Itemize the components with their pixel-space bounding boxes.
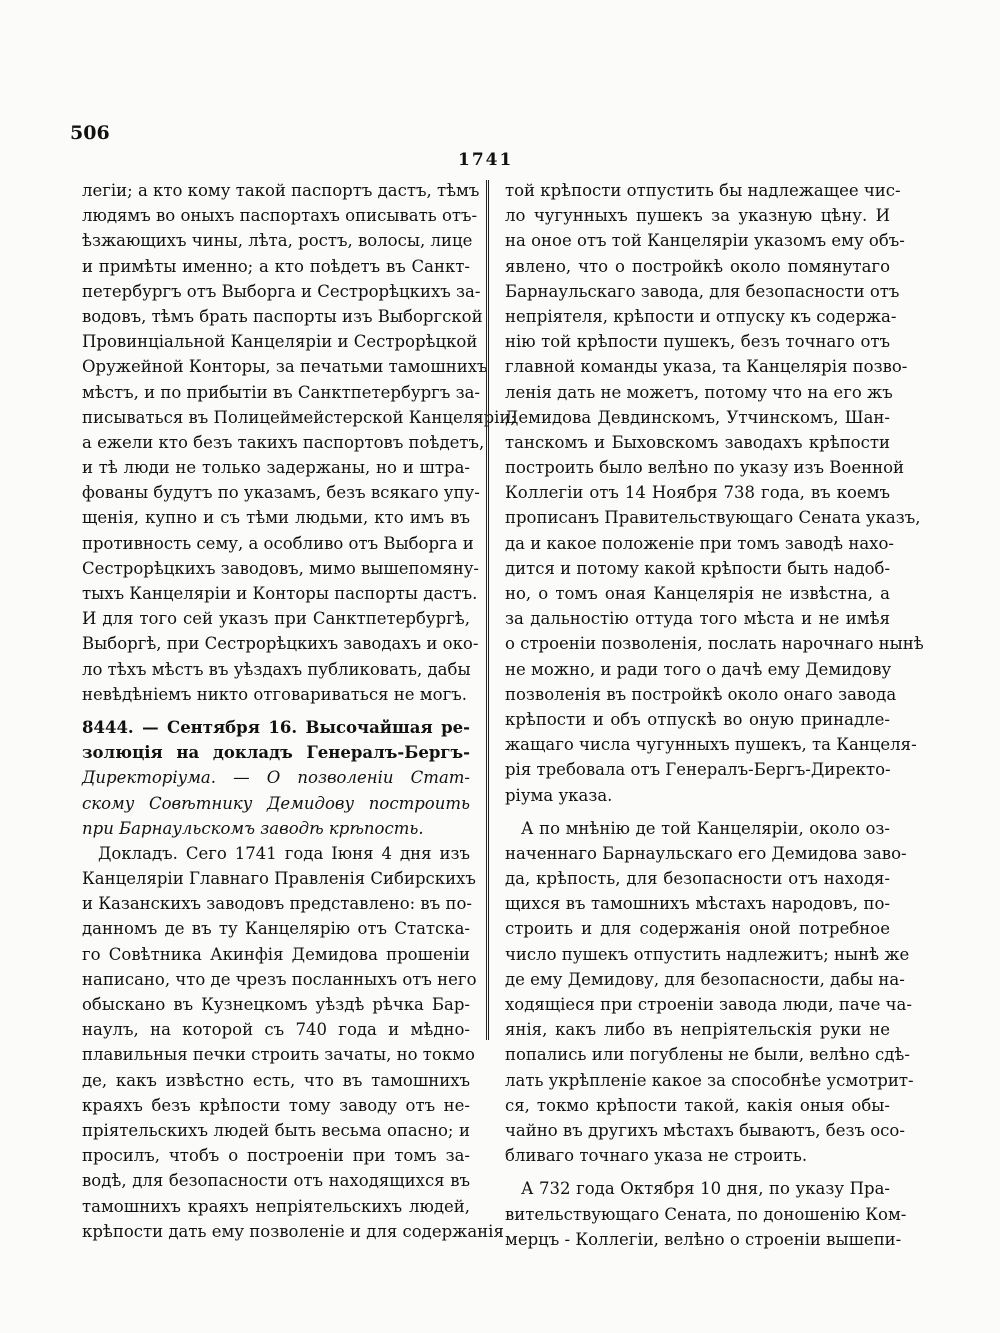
text-line: Выборгѣ, при Сестрорѣцкихъ заводахъ и око- — [82, 634, 479, 654]
right-column — [505, 178, 924, 1252]
paragraph-gap — [82, 707, 470, 715]
text-line: водовъ, тѣмъ брать паспорты изъ Выборгской — [82, 306, 483, 326]
text-line: за дальностію оттуда того мѣста и не имѣя — [505, 609, 890, 629]
text-line: ся, токмо крѣпости такой, какія оныя обы- — [505, 1095, 890, 1115]
text-line: число пушекъ отпустить надлежитъ; нынѣ же — [505, 944, 910, 964]
text-line: скому Совѣтнику Демидову построить — [82, 793, 470, 813]
text-line: и примѣты именно; а кто поѣдетъ въ Санкт- — [82, 256, 470, 276]
text-line: попались или погублены не были, велѣно сдѣ- — [505, 1045, 910, 1065]
text-line: обыскано въ Кузнецкомъ уѣздѣ рѣчка Бар- — [82, 995, 470, 1014]
text-line: вительствующаго Сената, по доношенію Ком- — [505, 1204, 907, 1224]
text-line: и тѣ люди не только задержаны, но и штра- — [82, 458, 470, 478]
text-line: не можно, и ради того о дачѣ ему Демидову — [505, 659, 892, 679]
text-line: А по мнѣнію де той Канцеляріи, около оз- — [521, 818, 890, 838]
text-line: Оружейной Конторы, за печатьми тамошнихъ — [82, 357, 488, 377]
year-header: 1741 — [458, 150, 514, 170]
text-line: пріятельскихъ людей быть весьма опасно; и — [82, 1120, 470, 1140]
text-line: А 732 года Октября 10 дня, по указу Пра- — [521, 1179, 890, 1199]
text-line: Сестрорѣцкихъ заводовъ, мимо вышепомяну- — [82, 558, 479, 578]
text-line: и Казанскихъ заводовъ представлено: въ по- — [82, 894, 472, 914]
text-line: тыхъ Канцеляріи и Конторы паспорты дастъ. — [82, 584, 478, 603]
page-number: 506 — [70, 122, 110, 144]
text-line: ѣзжающихъ чины, лѣта, ростъ, волосы, лице — [82, 231, 473, 251]
text-line: нію той крѣпости пушекъ, безъ точнаго отъ — [505, 332, 890, 352]
text-line: Барнаульскаго завода, для безопасности отъ — [505, 281, 900, 301]
text-line: ло чугунныхъ пушекъ за указную цѣну. И — [505, 206, 890, 226]
text-line: И для того сей указъ при Санктпетербургѣ, — [82, 609, 470, 629]
text-line: прописанъ Правительствующаго Сената указъ, — [505, 508, 921, 528]
left-column — [82, 178, 516, 1244]
text-line: людямъ во оныхъ паспортахъ описывать отъ- — [82, 206, 478, 226]
paragraph-gap — [505, 808, 890, 816]
text-line: го Совѣтника Акинфія Демидова прошеніи — [82, 944, 470, 964]
text-line: крѣпости дать ему позволеніе и для содержанія — [82, 1221, 504, 1241]
text-line: плавильныя печки строить зачаты, но токмо — [82, 1045, 475, 1065]
text-line: просилъ, чтобъ о построеніи при томъ за- — [82, 1146, 470, 1166]
text-line: танскомъ и Быховскомъ заводахъ крѣпости — [505, 432, 890, 452]
text-line: де ему Демидову, для безопасности, дабы на- — [505, 969, 905, 989]
text-line: писываться въ Полицеймейстерской Канцеляріи; — [82, 407, 516, 427]
text-line: на оное отъ той Канцеляріи указомъ ему объ- — [505, 231, 905, 251]
text-line: ло тѣхъ мѣстъ въ уѣздахъ публиковать, дабы — [82, 659, 471, 679]
text-line: Провинціальной Канцеляріи и Сестрорѣцкой — [82, 332, 478, 352]
text-line: щихся въ тамошнихъ мѣстахъ народовъ, по- — [505, 894, 890, 914]
text-line: наулъ, на которой съ 740 года и мѣдно- — [82, 1020, 470, 1040]
text-line: но, о томъ оная Канцелярія не извѣстна, а — [505, 584, 890, 603]
text-line: мѣстъ, и по прибытіи въ Санктпетербургъ за- — [82, 382, 480, 402]
text-line: тамошнихъ краяхъ непріятельскихъ людей, — [82, 1196, 470, 1216]
text-line: противность сему, а особливо отъ Выборга и — [82, 533, 474, 553]
text-line: чайно въ другихъ мѣстахъ бываютъ, безъ осо- — [505, 1120, 905, 1140]
text-line: а ежели кто безъ такихъ паспортовъ поѣдетъ, — [82, 432, 485, 452]
text-line: мерцъ - Коллегіи, велѣно о строеніи вышепи- — [505, 1229, 902, 1249]
text-line: да, крѣпость, для безопасности отъ находя- — [505, 869, 890, 889]
text-line: 8444. — Сентября 16. Высочайшая ре- — [82, 717, 470, 737]
text-line: Демидова Девдинскомъ, Утчинскомъ, Шан- — [505, 407, 890, 427]
text-line: да и какое положеніе при томъ заводѣ нахо- — [505, 533, 894, 553]
text-line: Директоріума. — О позволеніи Стат- — [82, 768, 470, 788]
text-line: янія, какъ либо въ непріятельскія руки не — [505, 1020, 890, 1040]
text-line: золюція на докладъ Генералъ-Бергъ- — [82, 743, 470, 763]
text-line: явлено, что о постройкѣ около помянутаго — [505, 256, 890, 276]
text-line: Коллегіи отъ 14 Ноября 738 года, въ коемъ — [505, 483, 890, 503]
text-line: жащаго числа чугунныхъ пушекъ, та Канцеля- — [505, 735, 917, 755]
text-line: петербургъ отъ Выборга и Сестрорѣцкихъ за- — [82, 281, 481, 301]
text-line: рія требовала отъ Генералъ-Бергъ-Директо- — [505, 760, 891, 780]
text-line: ріума указа. — [505, 785, 613, 805]
text-line: о строеніи позволенія, послать нарочнаго нынѣ — [505, 634, 924, 654]
text-line: позволенія въ постройкѣ около онаго завода — [505, 684, 897, 704]
text-line: данномъ де въ ту Канцелярію отъ Статска- — [82, 919, 470, 939]
text-line: де, какъ извѣстно есть, что въ тамошнихъ — [82, 1070, 470, 1090]
text-line: фованы будутъ по указамъ, безъ всякаго упу- — [82, 483, 480, 503]
text-line: наченнаго Барнаульскаго его Демидова заво- — [505, 843, 907, 863]
text-line: щенія, купно и съ тѣми людьми, кто имъ въ — [82, 508, 470, 528]
column-divider — [486, 180, 489, 1040]
text-line: строить и для содержанія оной потребное — [505, 919, 890, 939]
text-line: краяхъ безъ крѣпости тому заводу отъ не- — [82, 1095, 470, 1115]
text-line: легіи; а кто кому такой паспортъ дастъ, тѣмъ — [82, 181, 480, 200]
text-line: построить было велѣно по указу изъ Военной — [505, 458, 905, 478]
text-line: дится и потому какой крѣпости быть надоб- — [505, 558, 891, 578]
text-line: бливаго точнаго указа не строить. — [505, 1146, 808, 1166]
text-line: главной команды указа, та Канцелярія позво- — [505, 357, 908, 377]
text-line: написано, что де чрезъ посланныхъ отъ него — [82, 969, 477, 989]
text-line: непріятеля, крѣпости и отпуску къ содержа- — [505, 306, 897, 326]
text-line: Канцеляріи Главнаго Правленія Сибирскихъ — [82, 869, 476, 889]
paragraph-gap — [505, 1168, 890, 1176]
text-line: лать укрѣпленіе какое за способнѣе усмотрит- — [505, 1070, 914, 1090]
text-line: ходящіеся при строеніи завода люди, паче ча- — [505, 995, 912, 1014]
text-line: при Барнаульскомъ заводѣ крѣпость. — [82, 818, 424, 838]
text-line: Докладъ. Сего 1741 года Іюня 4 дня изъ — [98, 843, 470, 863]
text-line: ленія дать не можетъ, потому что на его жъ — [505, 382, 893, 402]
text-line: невѣдѣніемъ никто отговариваться не могъ. — [82, 684, 467, 704]
text-line: крѣпости и объ отпускѣ во оную принадле- — [505, 709, 890, 729]
text-line: водѣ, для безопасности отъ находящихся въ — [82, 1171, 470, 1191]
text-line: той крѣпости отпустить бы надлежащее чис- — [505, 181, 901, 200]
